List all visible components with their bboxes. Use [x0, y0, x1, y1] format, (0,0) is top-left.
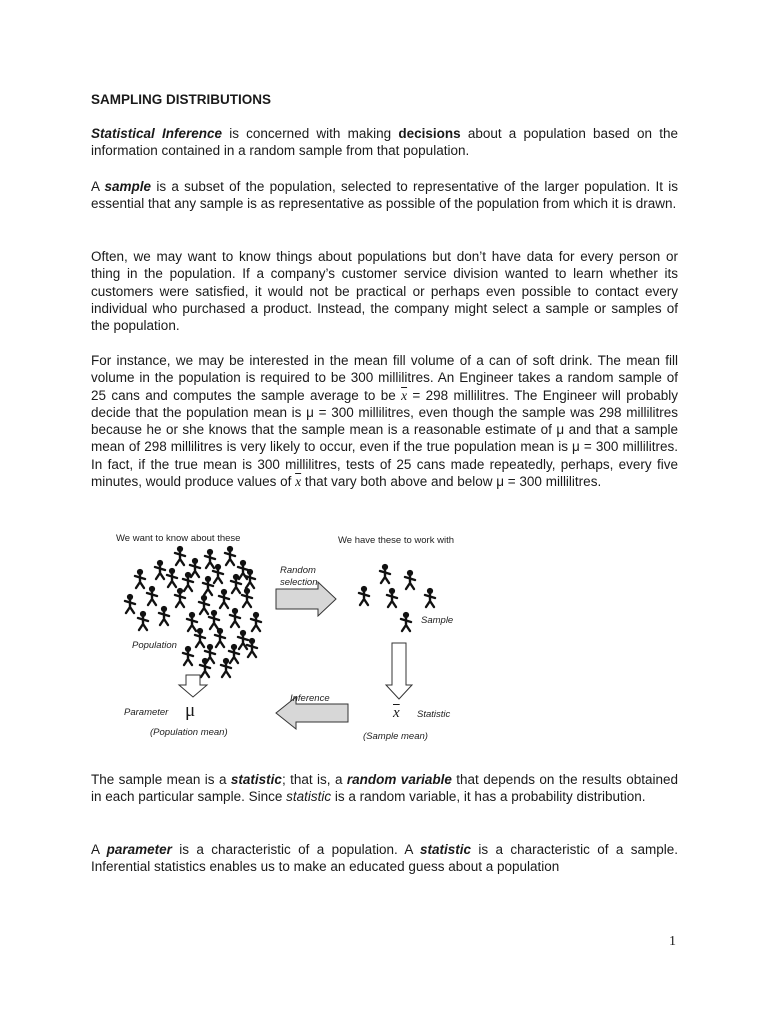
page-number: 1: [669, 934, 676, 949]
sample-label: Sample: [421, 615, 454, 626]
sampling-diagram: [100, 525, 490, 753]
text: A: [91, 842, 107, 857]
left-heading: We want to know about these: [116, 533, 241, 544]
term-statistic: statistic: [230, 772, 282, 787]
paragraph-soft-drink-example: [91, 352, 678, 490]
mu-symbol: μ: [185, 700, 196, 721]
text: is a subset of the population, selected to representative of the larger population. It is essential that any sample is as representative as possible of the population from which it is drawn.: [91, 179, 679, 212]
xbar-figure-symbol: $\overline{x}$: [393, 705, 400, 721]
xbar-symbol: $\overline{x}$: [295, 474, 302, 490]
right-heading: We have these to work with: [338, 535, 454, 546]
text: about a population based on the information contained in a random sample from that population.: [91, 126, 678, 159]
text: that vary both above and below μ = 300 millilitres.: [301, 474, 602, 490]
population-down-arrow-icon: [179, 675, 207, 697]
population-label: Population: [132, 640, 177, 651]
paragraph-statistical-inference: [91, 125, 678, 160]
selection-label: selection: [280, 577, 318, 588]
paragraph-sample-mean-statistic: [91, 771, 678, 806]
italic-statistic: statistic: [286, 789, 332, 805]
population-people-icon: [125, 546, 261, 677]
bold-decisions: decisions: [398, 126, 461, 141]
parameter-label: Parameter: [124, 707, 169, 718]
random-label: Random: [280, 565, 316, 576]
sample-mean-label: (Sample mean): [363, 731, 428, 742]
sample-down-arrow-icon: [386, 643, 412, 699]
text: = 298 millilitres. The Engineer will probably decide that the population mean is μ = 300 millilitres, even though the sample was 298 millilitres because he or she knows that the sample mean is a reasonable estimate of μ and that a sample mean of 298 millilitres is very likely to occur, even if the true population mean is μ = 300 millilitres. In fact, if the true mean is 300 millilitres, tests of 25 cans made repeatedly, perhaps, every five minutes, would produce values of: [91, 387, 678, 490]
population-mean-label: (Population mean): [150, 727, 228, 738]
paragraph-populations: Often, we may want to know things about populations but don’t have data for every person or thing in the population. If a company’s customer service division wanted to learn whether its customers were satisfied, it would not be practical or perhaps even possible to contact every individual who purchased a product. Instead, the company might select a sample or samples of the population.: [91, 249, 678, 334]
paragraph-parameter-statistic: [91, 841, 678, 876]
statistic-label: Statistic: [417, 709, 451, 720]
text: is concerned with making: [222, 126, 399, 141]
term-parameter: parameter: [106, 842, 172, 857]
xbar-symbol: $\overline{x}$: [401, 387, 408, 403]
text: is a characteristic of a population. A: [171, 842, 420, 857]
term-sample: sample: [104, 179, 152, 194]
term-statistical-inference: Statistical Inference: [91, 126, 223, 141]
text: For instance, we may be interested in the mean fill volume of a can of soft drink. The mean fill volume in the population is required to be 300 millilitres. An Engineer takes a random sample of 25 cans and computes the sample average to be: [91, 353, 678, 403]
paragraph-sample-definition: [91, 178, 678, 213]
text: ; that is, a: [281, 772, 347, 787]
text: A: [91, 179, 105, 194]
inference-label: Inference: [290, 693, 330, 704]
term-random-variable: random variable: [346, 772, 452, 787]
text: The sample mean is a: [91, 772, 231, 787]
term-statistic: statistic: [419, 842, 471, 857]
text: is a characteristic of a sample. Inferential statistics enables us to make an educated guess about a population: [91, 842, 679, 875]
page-title: SAMPLING DISTRIBUTIONS: [91, 92, 272, 107]
text: that depends on the results obtained in each particular sample. Since: [91, 772, 679, 805]
text: is a random variable, it has a probability distribution.: [331, 789, 646, 805]
